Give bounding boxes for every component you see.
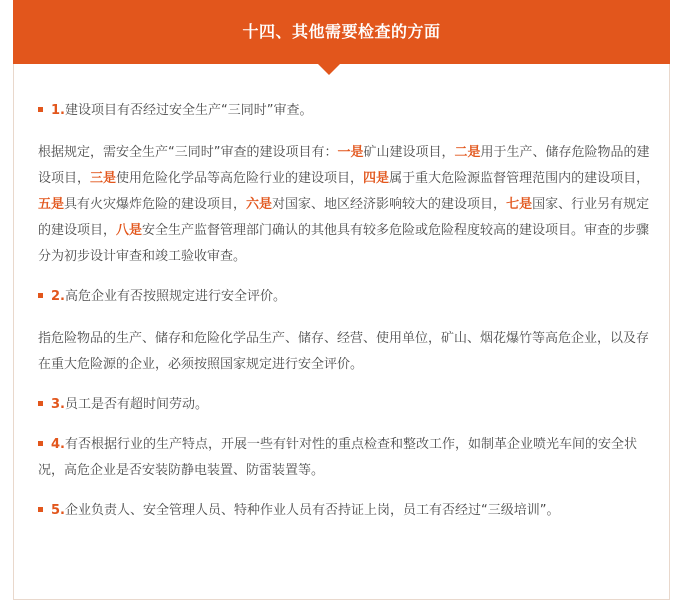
checklist-item-3-heading <box>38 394 650 416</box>
item-number: 3. <box>51 397 65 412</box>
checklist-item-1-heading <box>38 100 650 122</box>
checklist <box>38 100 650 522</box>
section-title: 十四、其他需要检查的方面 <box>242 22 441 41</box>
checklist-item-2-heading <box>38 286 650 308</box>
section-banner <box>13 0 670 64</box>
ordinal-highlight: 四是 <box>363 171 390 186</box>
ordinal-highlight: 三是 <box>90 171 117 186</box>
ordinal-highlight: 五是 <box>38 197 65 212</box>
body-text-segment: 国家、行业另有规定的建设项目， <box>38 197 650 238</box>
square-bullet-icon <box>38 107 43 112</box>
square-bullet-icon <box>38 293 43 298</box>
item-heading-text: 建设项目有否经过安全生产“三同时”审查。 <box>64 103 313 118</box>
checklist-item-5-heading <box>38 500 650 522</box>
square-bullet-icon <box>38 507 43 512</box>
ordinal-highlight: 二是 <box>454 145 481 160</box>
item-number: 2. <box>51 289 65 304</box>
body-text-segment: 属于重大危险源监督管理范围内的建设项目， <box>389 171 650 186</box>
body-text-segment: 矿山建设项目， <box>363 145 455 160</box>
item-heading-text: 员工是否有超时间劳动。 <box>64 397 208 412</box>
banner-pointer <box>318 64 340 75</box>
body-text-segment: 使用危险化学品等高危险行业的建设项目， <box>116 171 364 186</box>
item-number: 4. <box>51 437 65 452</box>
item-heading-text: 企业负责人、安全管理人员、特种作业人员有否持证上岗，员工有否经过“三级培训”。 <box>64 503 560 518</box>
ordinal-highlight: 一是 <box>337 145 364 160</box>
checklist-item-4-heading <box>38 432 650 484</box>
body-text-segment: 用于生产、储存危险物品的建设项目， <box>38 145 650 186</box>
item-number: 5. <box>51 503 65 518</box>
body-text-segment: 安全生产监督管理部门确认的其他具有较多危险或危险程度较高的建设项目。审查的步骤分为初步设计审查和竣工验收审查。 <box>38 223 650 264</box>
square-bullet-icon <box>38 441 43 446</box>
ordinal-highlight: 八是 <box>116 223 143 238</box>
body-text-segment: 对国家、地区经济影响较大的建设项目， <box>272 197 507 212</box>
ordinal-highlight: 六是 <box>246 197 273 212</box>
body-text-segment: 根据规定，需安全生产“三同时”审查的建设项目有： <box>38 145 338 160</box>
ordinal-highlight: 七是 <box>506 197 533 212</box>
body-text-segment: 具有火灾爆炸危险的建设项目， <box>64 197 247 212</box>
item-heading-text: 高危企业有否按照规定进行安全评价。 <box>64 289 286 304</box>
item-number: 1. <box>51 103 65 118</box>
square-bullet-icon <box>38 401 43 406</box>
checklist-item-1-body <box>38 140 650 270</box>
item-heading-text: 有否根据行业的生产特点，开展一些有针对性的重点检查和整改工作，如制革企业喷光车间的安全状况，高危企业是否安装防静电装置、防雷装置等。 <box>38 437 637 478</box>
checklist-item-2-body: 指危险物品的生产、储存和危险化学品生产、储存、经营、使用单位，矿山、烟花爆竹等高危企业，以及存在重大危险源的企业，必须按照国家规定进行安全评价。 <box>38 331 650 372</box>
